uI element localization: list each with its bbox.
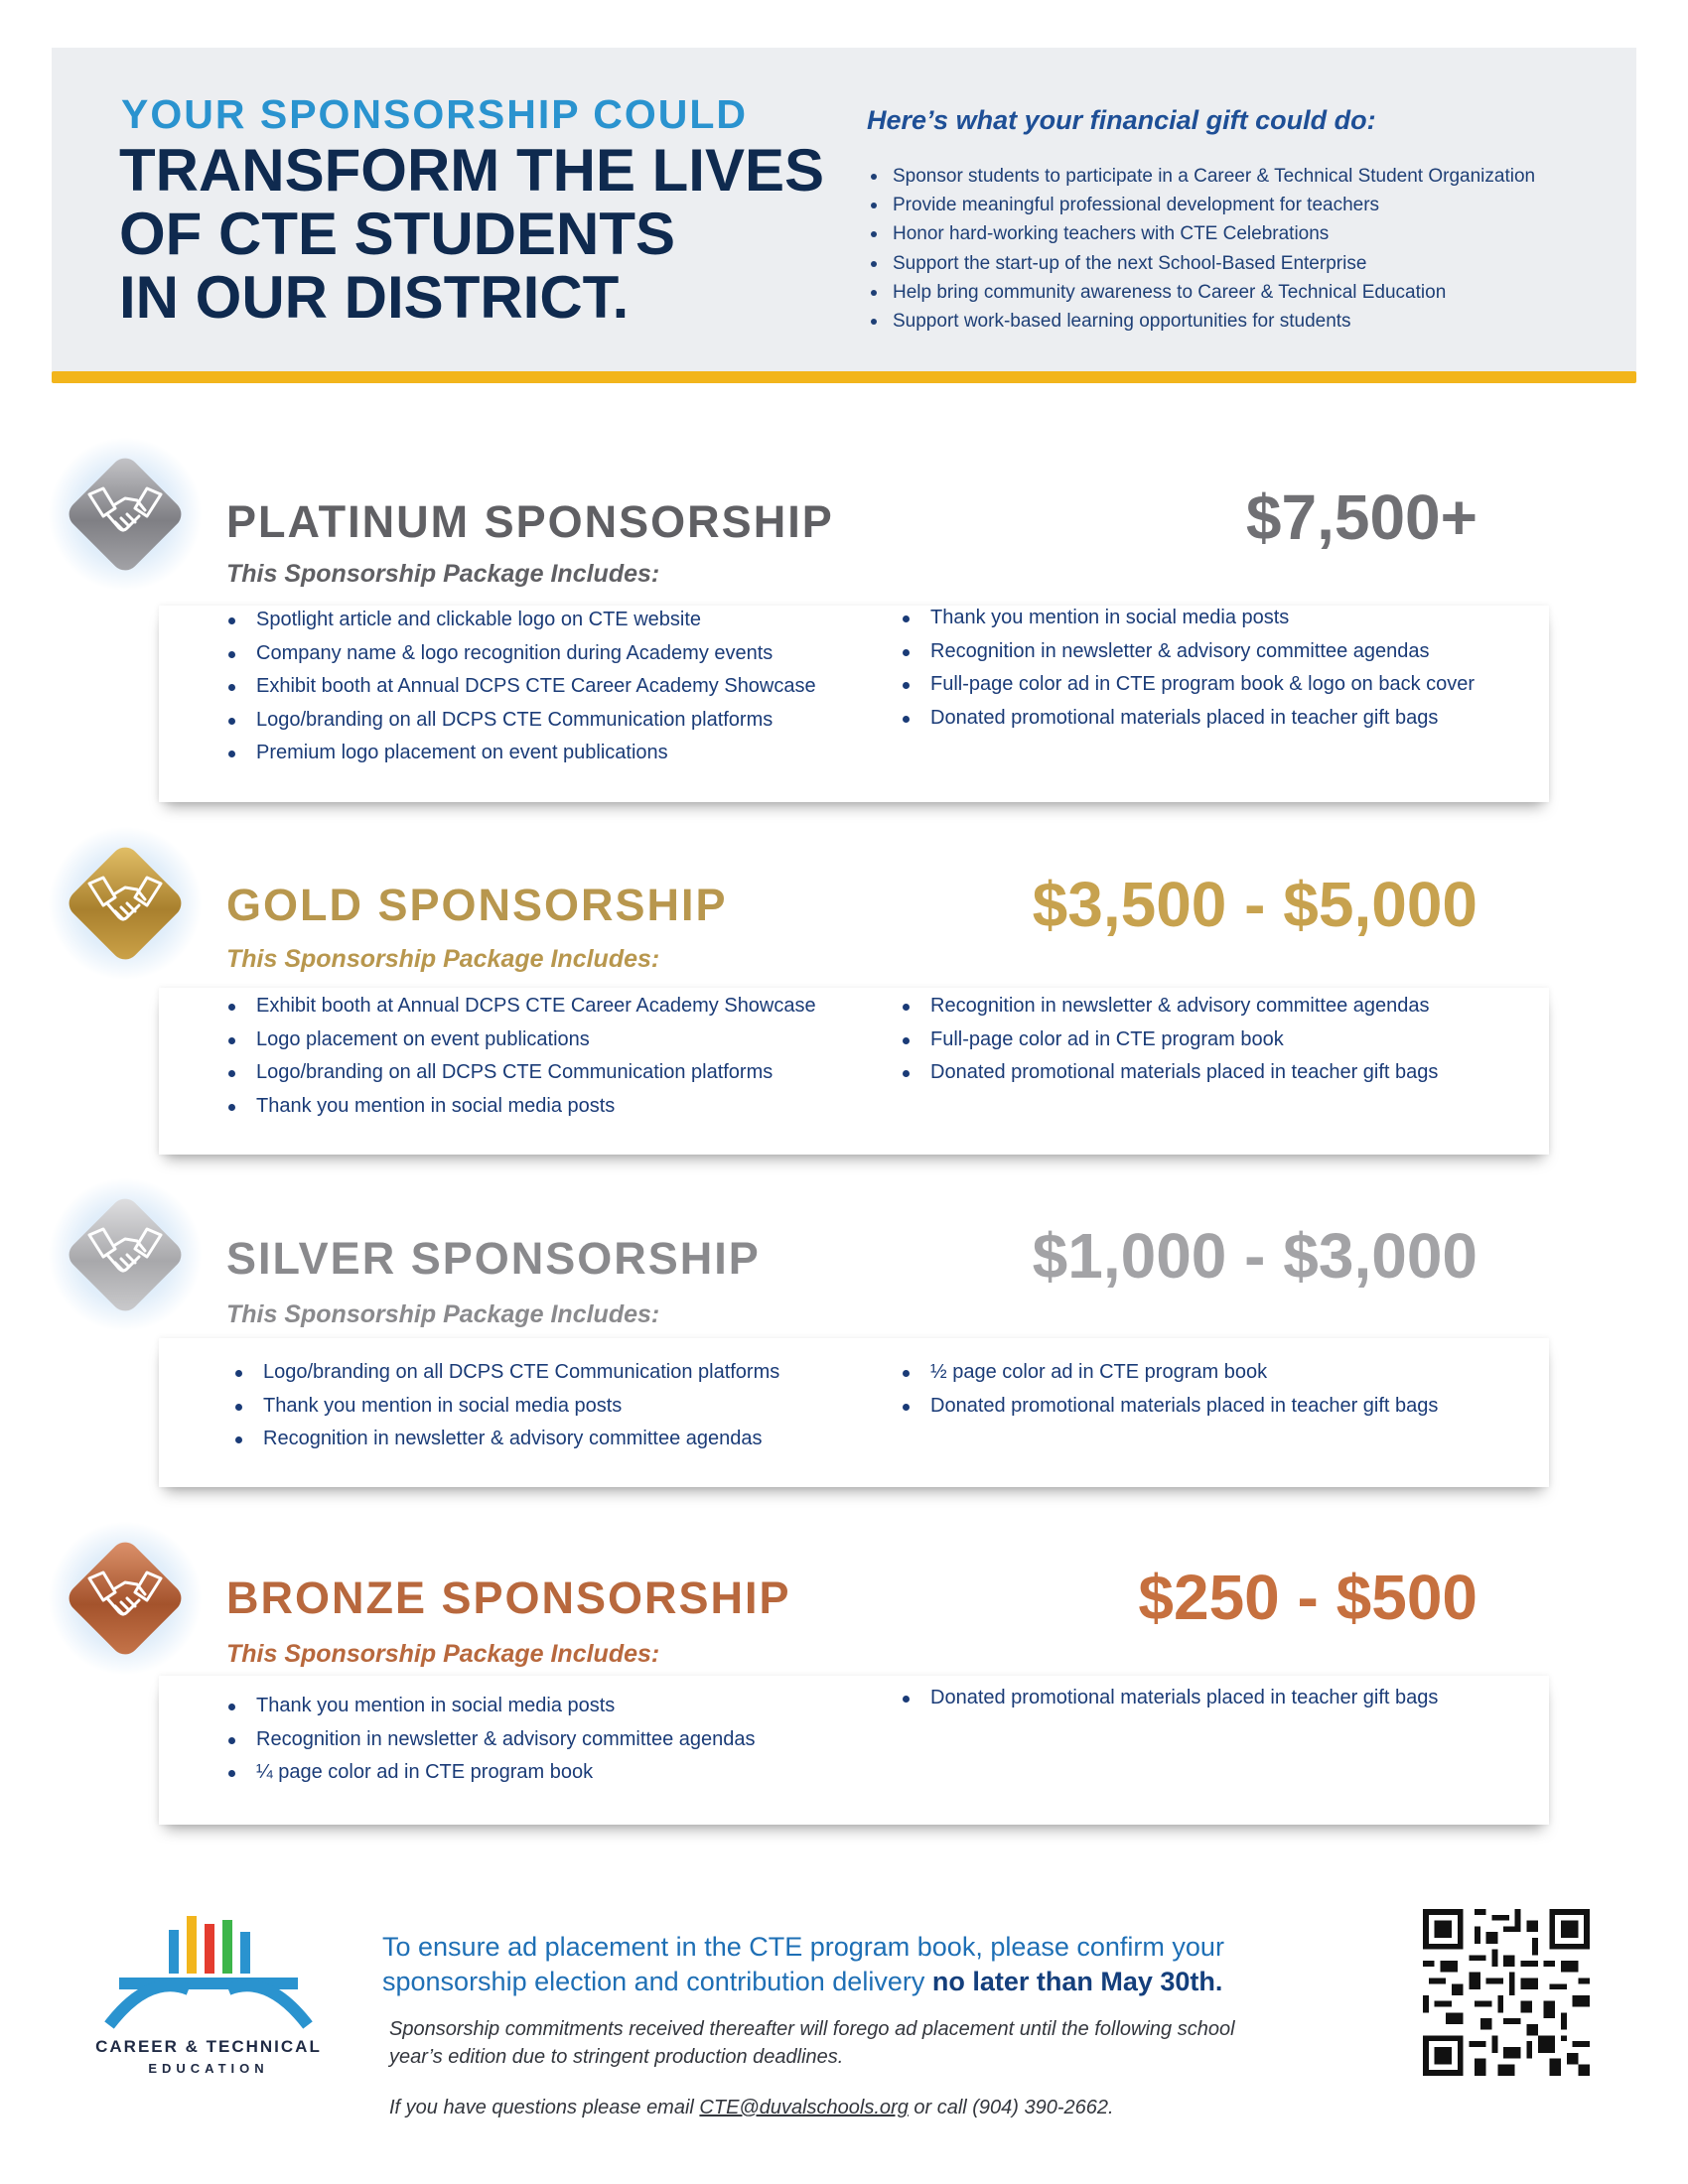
handshake-icon (85, 480, 165, 546)
benefit-item: Logo/branding on all DCPS CTE Communication platforms (226, 1056, 816, 1090)
tier-benefits-left (226, 1690, 755, 1790)
benefit-item: Company name & logo recognition during Academy events (226, 637, 816, 671)
tier-badge (62, 840, 189, 967)
benefit-item: Donated promotional materials placed in teacher gift bags (901, 1682, 1438, 1715)
benefit-item: Recognition in newsletter & advisory committee agendas (901, 635, 1475, 669)
hero-title-line: OF CTE STUDENTS (119, 201, 676, 267)
gift-item: Provide meaningful professional development for teachers (867, 191, 1535, 219)
benefit-item: ½ page color ad in CTE program book (901, 1356, 1438, 1390)
hero-title-line: TRANSFORM THE LIVES (119, 137, 825, 204)
tier-price: $1,000 - $3,000 (1032, 1220, 1477, 1292)
tier-subtitle: This Sponsorship Package Includes: (226, 1300, 660, 1328)
logo-subtext: EDUCATION (148, 2061, 269, 2076)
gift-item: Help bring community awareness to Career & Technical Education (867, 278, 1535, 307)
contact-prefix: If you have questions please email (389, 2097, 700, 2118)
benefit-item: Thank you mention in social media posts (226, 1090, 816, 1124)
tier-price: $3,500 - $5,000 (1032, 869, 1477, 940)
gift-item: Support the start-up of the next School-Based Enterprise (867, 249, 1535, 278)
tier-name: BRONZE SPONSORSHIP (226, 1572, 791, 1623)
benefit-item: Full-page color ad in CTE program book (901, 1024, 1438, 1057)
qr-code-icon[interactable] (1423, 1909, 1590, 2076)
tier-badge (62, 1535, 189, 1662)
tier-subtitle: This Sponsorship Package Includes: (226, 945, 660, 973)
fine-print: Sponsorship commitments received thereafter will forego ad placement until the following school year’s edition due to stringent production deadlines. (389, 2018, 1235, 2068)
contact-line (389, 2097, 1382, 2119)
benefit-item: Full-page color ad in CTE program book & logo on back cover (901, 668, 1475, 702)
tier-benefits-right (901, 602, 1475, 735)
hero-title (119, 139, 834, 330)
gift-item: Honor hard-working teachers with CTE Celebrations (867, 219, 1535, 248)
contact-email-link[interactable]: CTE@duvalschools.org (699, 2097, 909, 2118)
gift-title: Here’s what your financial gift could do: (867, 105, 1376, 135)
tier-benefits-left (233, 1356, 779, 1456)
hero-title-line: IN OUR DISTRICT. (119, 264, 630, 331)
benefit-item: Donated promotional materials placed in teacher gift bags (901, 702, 1475, 736)
tier-name: GOLD SPONSORSHIP (226, 880, 728, 930)
tier-price: $250 - $500 (1138, 1562, 1477, 1633)
benefit-item: Recognition in newsletter & advisory committee agendas (226, 1723, 755, 1757)
header-accent-stripe (52, 371, 1636, 383)
benefit-item: Thank you mention in social media posts (226, 1690, 755, 1723)
handshake-icon (85, 870, 165, 935)
benefit-item: Donated promotional materials placed in teacher gift bags (901, 1056, 1438, 1090)
benefit-item: Thank you mention in social media posts (233, 1390, 779, 1424)
benefit-item: Exhibit booth at Annual DCPS CTE Career Academy Showcase (226, 670, 816, 704)
tier-benefits-left (226, 604, 816, 770)
tier-badge (62, 1191, 189, 1318)
benefit-item: Logo/branding on all DCPS CTE Communication platforms (233, 1356, 779, 1390)
benefit-item: Logo/branding on all DCPS CTE Communication platforms (226, 704, 816, 738)
hero-kicker: YOUR SPONSORSHIP COULD (121, 91, 748, 137)
tier-badge (62, 451, 189, 578)
tier-benefits-left (226, 990, 816, 1123)
ad-placement-notice (382, 1930, 1355, 1999)
handshake-icon (85, 1565, 165, 1630)
benefit-item: Spotlight article and clickable logo on CTE website (226, 604, 816, 637)
benefit-item: Recognition in newsletter & advisory committee agendas (233, 1423, 779, 1456)
benefit-item: Donated promotional materials placed in teacher gift bags (901, 1390, 1438, 1424)
tier-subtitle: This Sponsorship Package Includes: (226, 1640, 660, 1668)
tier-price: $7,500+ (1245, 481, 1477, 553)
benefit-item: Premium logo placement on event publications (226, 737, 816, 770)
tier-benefits-right (901, 1682, 1438, 1715)
gift-list (867, 162, 1535, 336)
tier-name: SILVER SPONSORSHIP (226, 1233, 761, 1284)
tier-subtitle: This Sponsorship Package Includes: (226, 560, 660, 588)
benefit-item: Logo placement on event publications (226, 1024, 816, 1057)
contact-suffix: or call (904) 390-2662. (908, 2097, 1114, 2118)
tier-benefits-right (901, 1356, 1438, 1423)
benefit-item: Recognition in newsletter & advisory committee agendas (901, 990, 1438, 1024)
notice-deadline: no later than May 30th. (931, 1967, 1223, 1996)
logo-text: CAREER & TECHNICAL (95, 2037, 322, 2056)
tier-benefits-right (901, 990, 1438, 1090)
benefit-item: ¼ page color ad in CTE program book (226, 1756, 755, 1790)
handshake-icon (85, 1221, 165, 1287)
benefit-item: Thank you mention in social media posts (901, 602, 1475, 635)
benefit-item: Exhibit booth at Annual DCPS CTE Career Academy Showcase (226, 990, 816, 1024)
gift-item: Sponsor students to participate in a Career & Technical Student Organization (867, 162, 1535, 191)
notice-text: To ensure ad placement in the CTE program book, please confirm your sponsorship election and contribution delivery (382, 1932, 1224, 1996)
tier-name: PLATINUM SPONSORSHIP (226, 496, 834, 547)
gift-item: Support work-based learning opportunities for students (867, 307, 1535, 336)
